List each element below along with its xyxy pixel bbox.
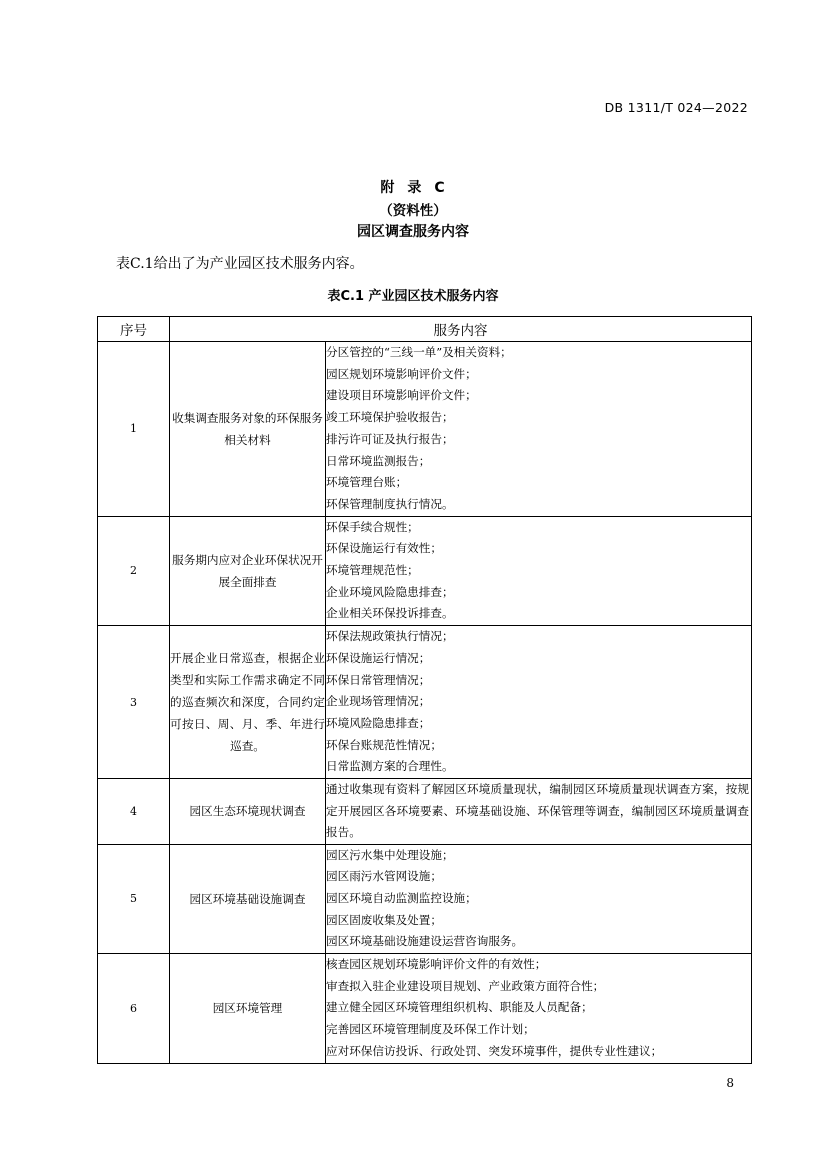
detail-line: 建设项目环境影响评价文件； [326,388,477,403]
detail-paragraph: 通过收集现有资料了解园区环境质量现状，编制园区环境质量现状调查方案，按规定开展园区各环境要素、环境基础设施、环保管理等调查，编制园区环境质量调查报告。 [326,782,749,840]
row-seq: 6 [98,954,170,1064]
detail-line: 园区环境基础设施建设运营咨询服务。 [326,934,524,949]
detail-line: 环境管理台账； [326,475,408,490]
detail-line: 分区管控的“三线一单”及相关资料； [326,345,512,359]
header-seq: 序号 [98,317,170,342]
row-seq: 1 [98,342,170,517]
page-number: 8 [726,1076,734,1090]
appendix-label: 附 [380,180,396,196]
table-row [98,779,752,845]
detail-line: 核查园区规划环境影响评价文件的有效性； [326,957,547,972]
detail-line: 园区污水集中处理设施； [326,847,454,862]
table-caption: 表C.1 产业园区技术服务内容 [327,289,499,304]
row-details [326,626,752,779]
appendix-heading [0,177,826,197]
detail-line: 排污许可证及执行报告； [326,431,454,446]
detail-line: 园区固废收集及处置； [326,912,442,927]
detail-line: 环保手续合规性； [326,519,419,534]
row-details [326,342,752,517]
header-content: 服务内容 [170,317,752,342]
row-details [326,844,752,954]
row-item: 园区环境基础设施调查 [170,844,326,954]
intro-paragraph: 表C.1给出了为产业园区技术服务内容。 [116,256,364,272]
detail-line: 环保台账规范性情况； [326,737,442,752]
detail-line: 建立健全园区环境管理组织机构、职能及人员配备； [326,1000,593,1015]
detail-line: 企业相关环保投诉排查。 [326,606,454,621]
row-item: 园区生态环境现状调查 [170,779,326,845]
detail-line: 环保法规政策执行情况； [326,629,454,644]
row-seq: 4 [98,779,170,845]
row-seq: 2 [98,516,170,626]
table-row [98,626,752,779]
table-header-row [98,317,752,342]
detail-line: 园区规划环境影响评价文件； [326,366,477,381]
row-item: 服务期内应对企业环保状况开展全面排查 [170,516,326,626]
appendix-letter: C [434,180,446,196]
detail-line: 环保日常管理情况； [326,672,431,687]
row-seq: 5 [98,844,170,954]
row-item: 园区环境管理 [170,954,326,1064]
detail-line: 日常监测方案的合理性。 [326,759,454,774]
detail-line: 环保管理制度执行情况。 [326,496,454,511]
detail-line: 完善园区环境管理制度及环保工作计划； [326,1022,535,1037]
appendix-label-2: 录 [407,180,423,196]
table-row [98,516,752,626]
table-row [98,342,752,517]
detail-line: 企业环境风险隐患排查； [326,584,454,599]
detail-line: 日常环境监测报告； [326,453,431,468]
row-details [326,954,752,1064]
detail-line: 园区雨污水管网设施； [326,869,442,884]
row-item: 开展企业日常巡查，根据企业类型和实际工作需求确定不同的巡查频次和深度，合同约定可按日、周、月、季、年进行巡查。 [170,626,326,779]
row-details [326,516,752,626]
detail-line: 竣工环境保护验收报告； [326,410,454,425]
detail-line: 园区环境自动监测监控设施； [326,890,477,905]
table-row [98,844,752,954]
row-seq: 3 [98,626,170,779]
appendix-nature: （资料性） [379,203,447,219]
detail-line: 审查拟入驻企业建设项目规划、产业政策方面符合性； [326,978,605,993]
row-item: 收集调查服务对象的环保服务相关材料 [170,342,326,517]
detail-line: 环保设施运行情况； [326,650,431,665]
detail-line: 环保设施运行有效性； [326,541,442,556]
appendix-title: 园区调查服务内容 [357,224,469,240]
document-code: DB 1311/T 024—2022 [604,100,748,115]
detail-line: 企业现场管理情况； [326,694,431,709]
service-table [97,316,752,1064]
table-row [98,954,752,1064]
detail-line: 环境管理规范性； [326,563,419,578]
detail-line: 环境风险隐患排查； [326,715,431,730]
row-details [326,779,752,845]
detail-line: 应对环保信访投诉、行政处罚、突发环境事件，提供专业性建议； [326,1043,663,1058]
